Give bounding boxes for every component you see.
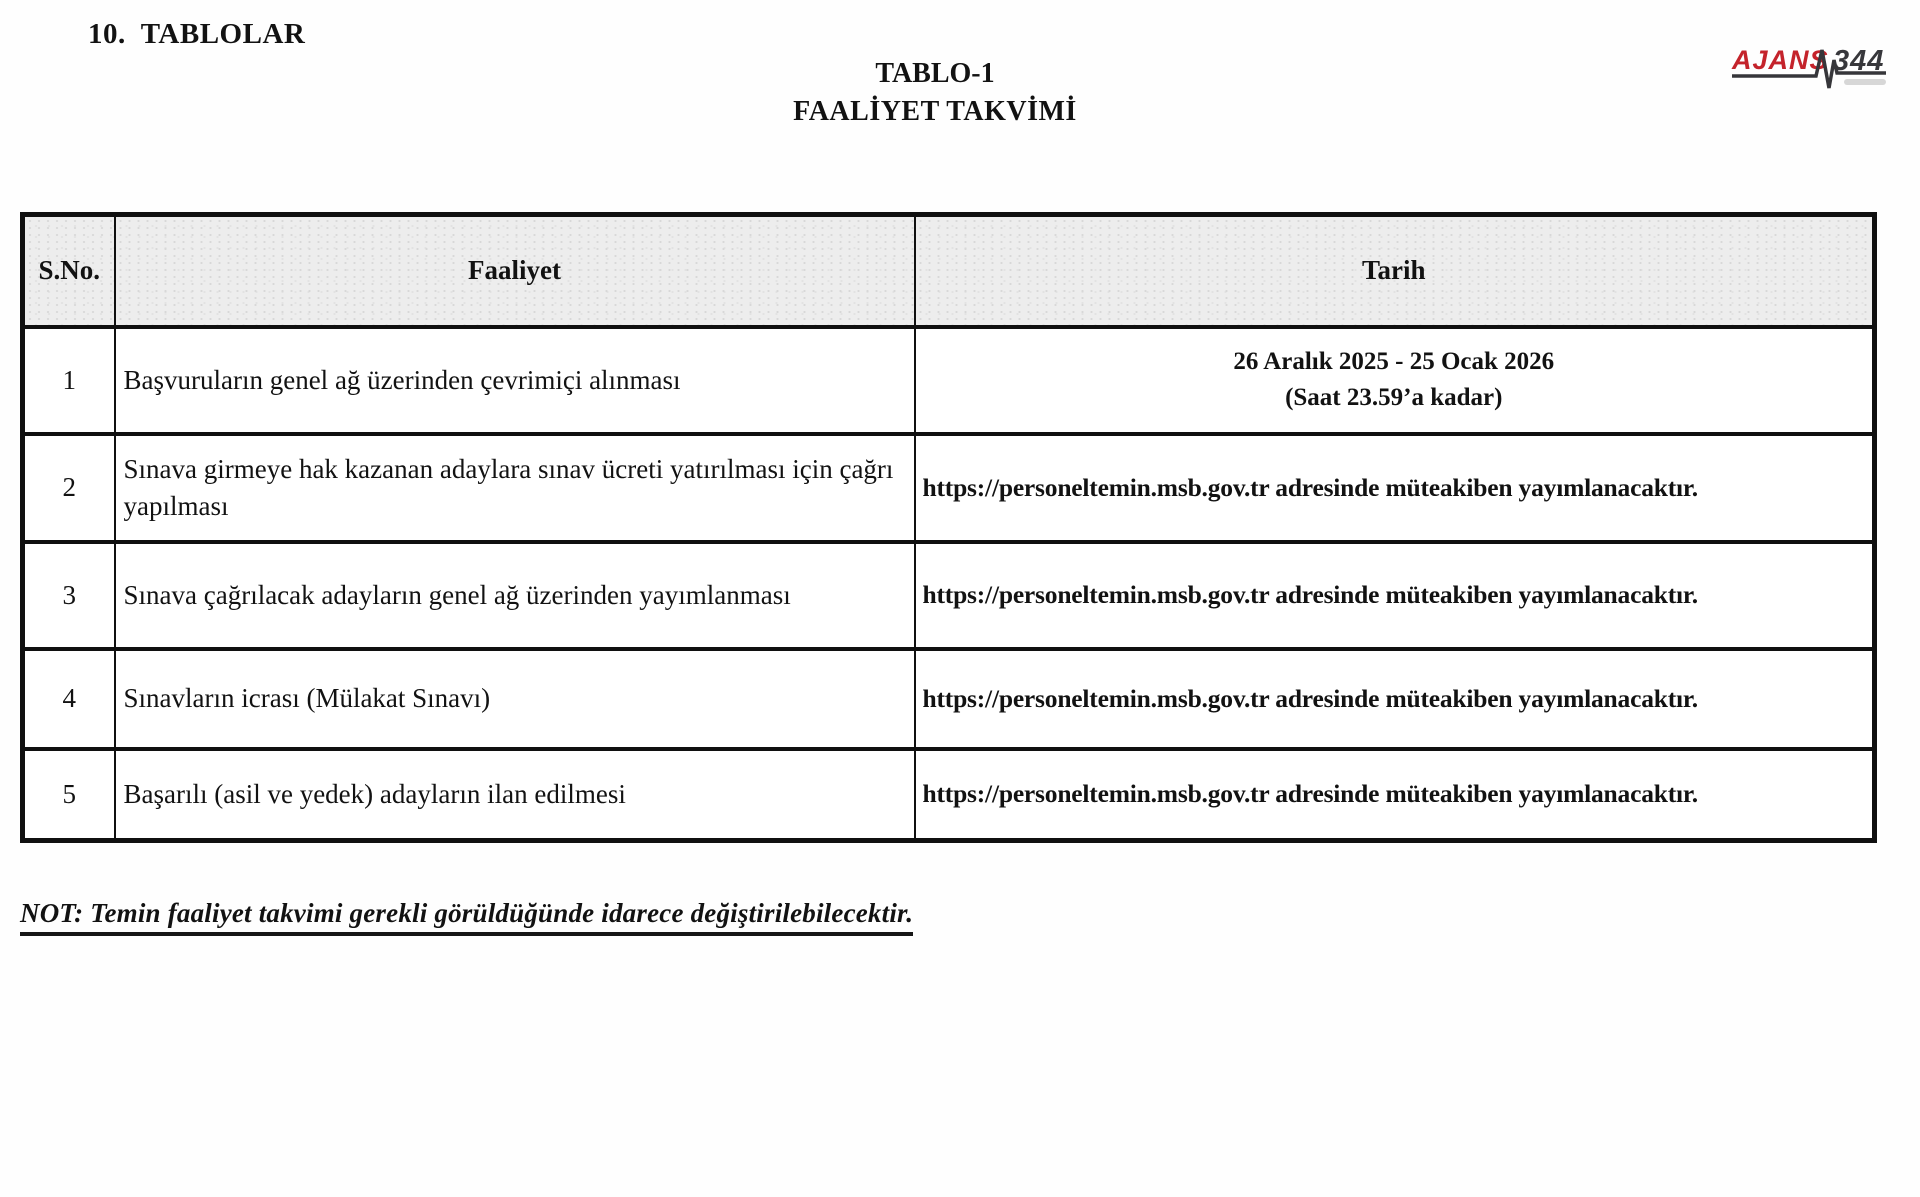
- header-tarih: Tarih: [915, 215, 1875, 327]
- table-row: [23, 327, 1875, 434]
- table-row: [23, 649, 1875, 749]
- row5-activity: Başarılı (asil ve yedek) adayların ilan edilmesi: [115, 749, 915, 841]
- table-title: TABLO-1: [875, 58, 995, 89]
- row1-date-line1: 26 Aralık 2025 - 25 Ocak 2026: [1233, 347, 1555, 375]
- header-sno: S.No.: [23, 215, 115, 327]
- header-faaliyet: Faaliyet: [115, 215, 915, 327]
- table-subtitle: FAALİYET TAKVİMİ: [793, 96, 1077, 127]
- row5-number: 5: [23, 749, 115, 841]
- row4-date: https://personeltemin.msb.gov.tr adresinde müteakiben yayımlanacaktır.: [915, 649, 1875, 749]
- row2-number: 2: [23, 434, 115, 542]
- row1-number: 1: [23, 327, 115, 434]
- row2-activity: Sınava girmeye hak kazanan adaylara sınav ücreti yatırılması için çağrı yapılması: [115, 434, 915, 542]
- note-text: NOT: Temin faaliyet takvimi gerekli görüldüğünde idarece değiştirilebilecektir.: [20, 898, 913, 936]
- row3-number: 3: [23, 542, 115, 649]
- activity-calendar-table: [20, 212, 1877, 843]
- section-heading: 10. TABLOLAR: [88, 18, 306, 50]
- table-row: [23, 542, 1875, 649]
- logo-text-344: 344: [1833, 45, 1885, 77]
- row4-activity: Sınavların icrası (Mülakat Sınavı): [115, 649, 915, 749]
- table-row: [23, 434, 1875, 542]
- row1-date-line2: (Saat 23.59’a kadar): [1285, 384, 1503, 411]
- row1-date: [915, 327, 1875, 434]
- row1-activity: Başvuruların genel ağ üzerinden çevrimiçi alınması: [115, 327, 915, 434]
- row4-number: 4: [23, 649, 115, 749]
- table-row: [23, 749, 1875, 841]
- table-header-row: [23, 215, 1875, 327]
- logo-text-ajans: AJANS: [1732, 45, 1829, 75]
- row3-activity: Sınava çağrılacak adayların genel ağ üzerinden yayımlanması: [115, 542, 915, 649]
- row3-date: https://personeltemin.msb.gov.tr adresinde müteakiben yayımlanacaktır.: [915, 542, 1875, 649]
- row5-date: https://personeltemin.msb.gov.tr adresinde müteakiben yayımlanacaktır.: [915, 749, 1875, 841]
- row2-date: https://personeltemin.msb.gov.tr adresinde müteakiben yayımlanacaktır.: [915, 434, 1875, 542]
